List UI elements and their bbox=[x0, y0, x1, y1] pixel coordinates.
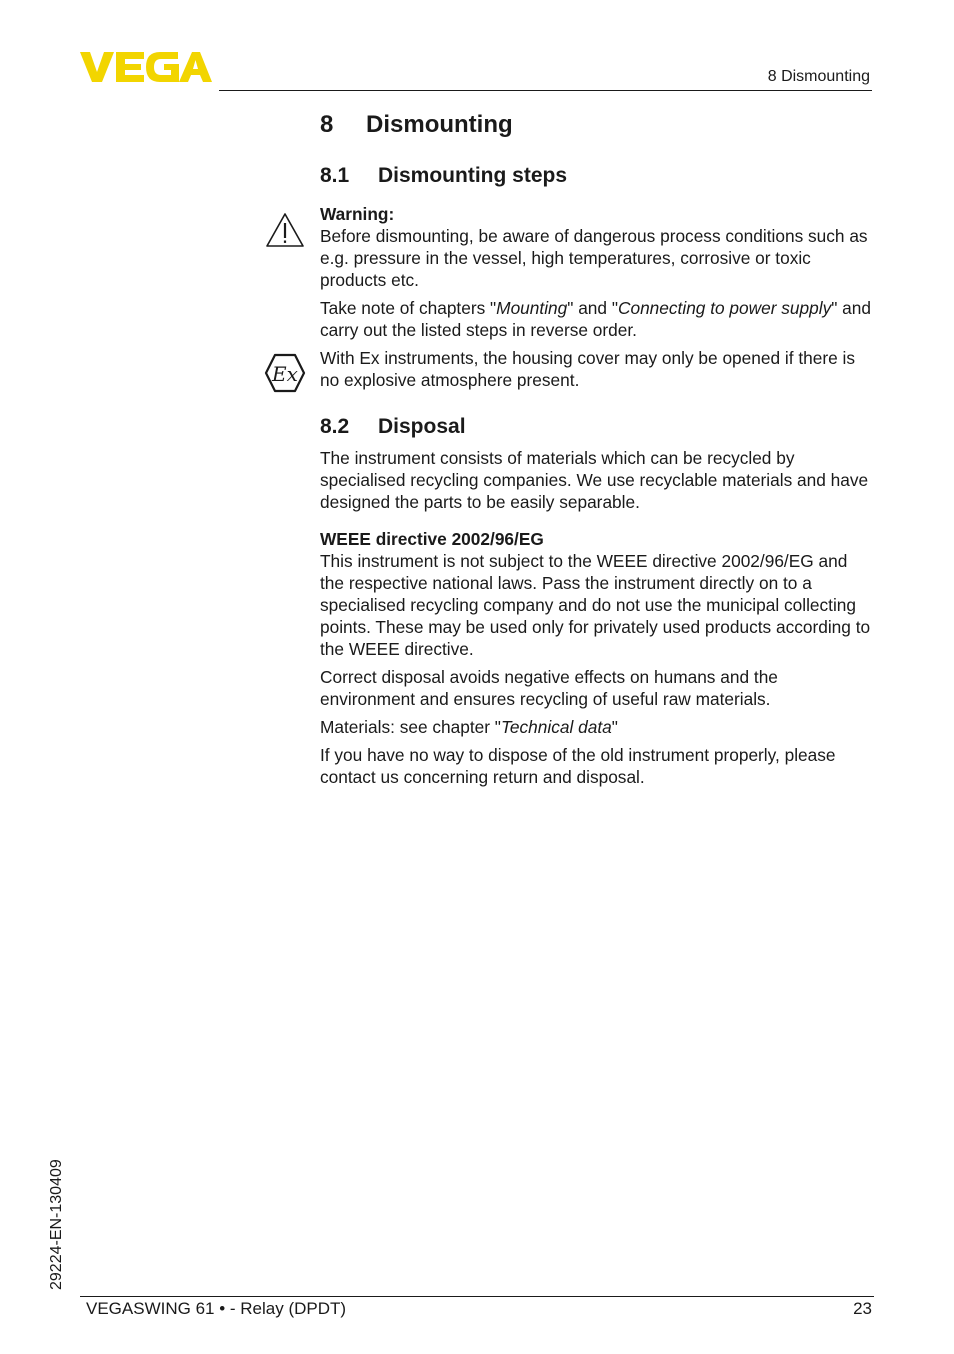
ex-instruments-text: With Ex instruments, the housing cover may only be opened if there is no explosive atmosphere present. bbox=[320, 348, 856, 390]
section-heading-8-1 bbox=[320, 164, 567, 188]
section-number: 8.2 bbox=[320, 415, 350, 438]
footer-rule bbox=[80, 1296, 874, 1297]
section-number: 8.1 bbox=[320, 164, 350, 187]
disposal-intro: The instrument consists of materials which can be recycled by specialised recycling companies. We use recyclable materials and have designed the parts to be easily separable. bbox=[320, 448, 869, 512]
contact-text: If you have no way to dispose of the old instrument properly, please contact us concerning return and disposal. bbox=[320, 745, 836, 787]
ex-hexagon-icon bbox=[264, 353, 306, 393]
chapter-heading bbox=[320, 111, 513, 139]
weee-heading: WEEE directive 2002/96/EG bbox=[320, 529, 544, 549]
warning-text: Before dismounting, be aware of dangerous process conditions such as e.g. pressure in the vessel, high temperatures, corrosive or toxic products etc. bbox=[320, 226, 868, 290]
note-post: " and carry out the listed steps in reverse order. bbox=[320, 298, 872, 340]
reverse-order-note bbox=[320, 297, 876, 341]
materials-post: " bbox=[611, 717, 618, 737]
section-title: Dismounting steps bbox=[378, 164, 568, 187]
page-number: 23 bbox=[853, 1299, 872, 1318]
document-number: 29224-EN-130409 bbox=[48, 1159, 65, 1290]
materials-note bbox=[320, 716, 876, 738]
chapter-ref-mounting: Mounting bbox=[496, 298, 568, 318]
note-mid: " and " bbox=[567, 298, 618, 318]
chapter-ref-technical-data: Technical data bbox=[500, 717, 612, 737]
footer-product: VEGASWING 61 • - Relay (DPDT) bbox=[86, 1299, 347, 1318]
materials-pre: Materials: see chapter " bbox=[320, 717, 501, 737]
warning-triangle-icon bbox=[265, 212, 305, 248]
warning-label: Warning: bbox=[320, 204, 395, 224]
note-pre: Take note of chapters " bbox=[320, 298, 497, 318]
running-head: 8 Dismounting bbox=[767, 68, 870, 85]
svg-text:Ex: Ex bbox=[272, 362, 298, 386]
chapter-title: Dismounting bbox=[366, 111, 513, 138]
vega-logo bbox=[80, 50, 212, 84]
chapter-number: 8 bbox=[320, 111, 334, 138]
weee-text: This instrument is not subject to the WEEE directive 2002/96/EG and the respective national laws. Pass the instrument directly on to a specialised recycling company and do not use the municipal collecting points. These may be used only for privately used products according to the WEEE directive. bbox=[320, 551, 871, 659]
section-title: Disposal bbox=[378, 415, 466, 438]
header-rule bbox=[219, 90, 872, 91]
section-heading-8-2 bbox=[320, 415, 466, 439]
chapter-ref-power-supply: Connecting to power supply bbox=[617, 298, 832, 318]
correct-disposal-text: Correct disposal avoids negative effects on humans and the environment and ensures recycling of useful raw materials. bbox=[320, 667, 778, 709]
